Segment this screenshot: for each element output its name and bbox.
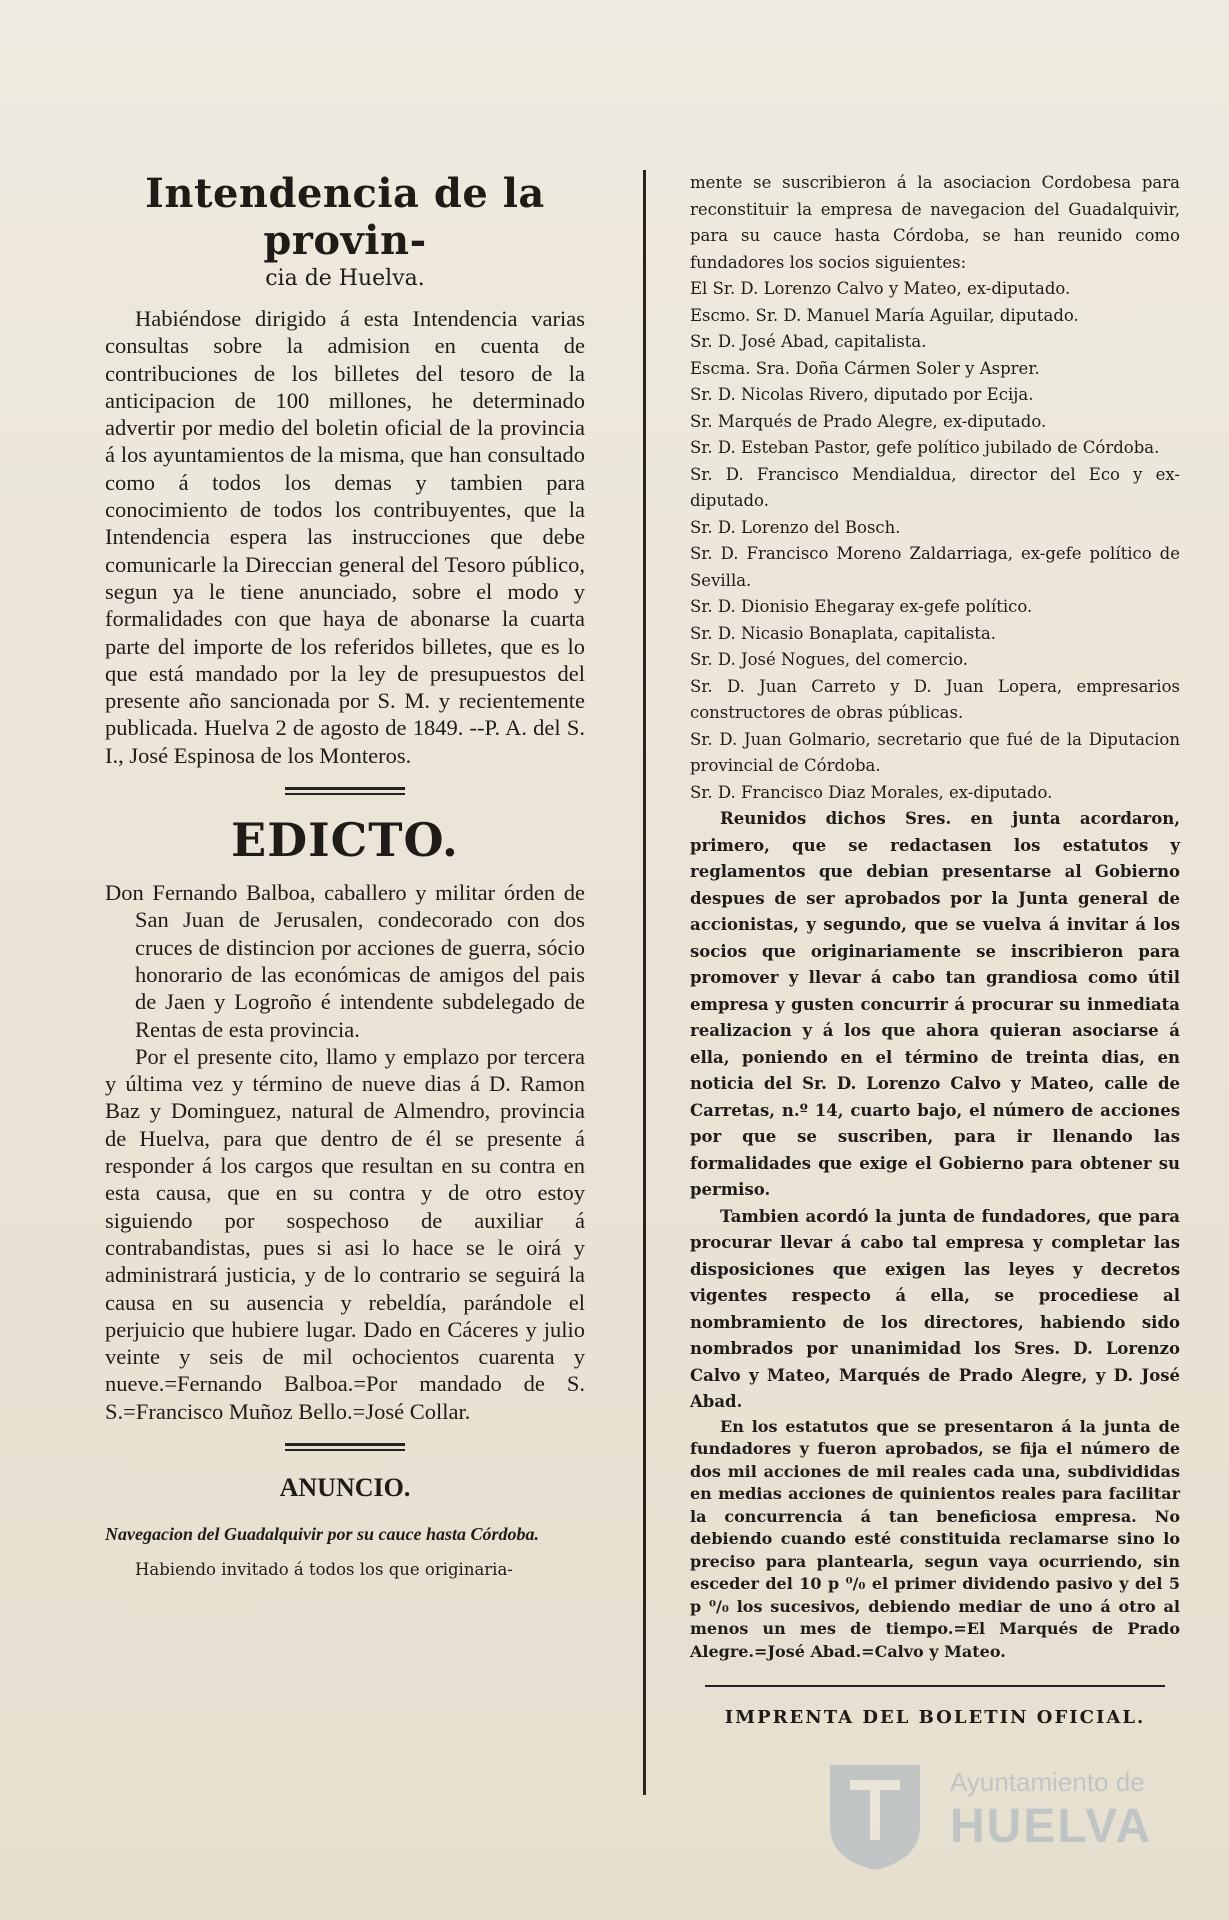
member-item: Sr. D. Dionisio Ehegaray ex-gefe político. bbox=[690, 597, 1033, 616]
watermark-line-2: HUELVA bbox=[950, 1800, 1153, 1853]
shield-icon bbox=[815, 1755, 935, 1875]
edicto-paragraph-1: Don Fernando Balboa, caballero y militar órden de San Juan de Jerusalen, condecorado con dos cruces de distincion por acciones de guerra, sócio honorario de las económicas de amigos del pais de Jaen y Logroño é intendente subdelegado de Rentas de esta provincia. bbox=[105, 880, 585, 1042]
member-item: Sr. D. Francisco Diaz Morales, ex-diputado. bbox=[690, 782, 1053, 802]
ayuntamiento-watermark bbox=[815, 1755, 1195, 1875]
anuncio-intro: mente se suscribieron á la asociacion Cordobesa para reconstituir la empresa de navegacion del Guadalquivir, para su cauce hasta Córdoba, se han reunido como fundadores los socios siguientes: bbox=[690, 173, 1180, 272]
member-item: Sr. D. Francisco Mendialdua, director del Eco y ex-diputado. bbox=[690, 464, 1180, 510]
intendencia-title: Intendencia de la provin- bbox=[145, 170, 545, 264]
anuncio-subtitle: Navegacion del Guadalquivir por su cauce hasta Córdoba. bbox=[105, 1523, 540, 1544]
right-column bbox=[690, 170, 1180, 1728]
section-divider bbox=[285, 787, 405, 795]
member-item: Sr. D. Esteban Pastor, gefe político jubilado de Córdoba. bbox=[690, 438, 1160, 457]
intendencia-body: Habiéndose dirigido á esta Intendencia varias consultas sobre la admision en cuenta de contribuciones de los billetes del tesoro de la anticipacion de 100 millones, he determinado advertir por medio del boletin oficial de la provincia á los ayuntamientos de la misma, que han consultado como á todos los demas y tambien para conocimiento de todos los contribuyentes, que la Intendencia espera las instrucciones que debe comunicarle la Direccian general del Tesoro público, segun ya le tiene anunciado, sobre el modo y formalidades con que haya de abonarse la cuarta parte del importe de los referidos billetes, que es lo que está mandado por la ley de presupuestos del presente año sancionada por S. M. y recientemente publicada. Huelva 2 de agosto de 1849. --P. A. del S. I., José Espinosa de los Monteros. bbox=[105, 306, 585, 768]
member-item: Sr. D. Nicolas Rivero, diputado por Ecija. bbox=[690, 385, 1034, 404]
anuncio-start: Habiendo invitado á todos los que originaria- bbox=[135, 1559, 513, 1579]
footer-rule bbox=[705, 1685, 1165, 1687]
edicto-title: EDICTO. bbox=[231, 813, 459, 868]
section-divider bbox=[285, 1443, 405, 1451]
member-item: Sr. D. Juan Carreto y D. Juan Lopera, empresarios constructores de obras públicas. bbox=[690, 676, 1180, 722]
member-item: Sr. D. Juan Golmario, secretario que fué de la Diputacion provincial de Córdoba. bbox=[690, 729, 1180, 775]
left-column bbox=[105, 170, 585, 1583]
intendencia-subtitle: cia de Huelva. bbox=[265, 266, 425, 291]
member-item: Sr. D. Francisco Moreno Zaldarriaga, ex-gefe político de Sevilla. bbox=[690, 544, 1180, 590]
members-list bbox=[690, 276, 1180, 806]
anuncio-paragraph-2: Tambien acordó la junta de fundadores, que para procurar llevar á cabo tal empresa y completar las disposiciones que exigen las leyes y decretos vigentes respecto á ella, se procediese al nombramiento de los directores, habiendo sido nombrados por unanimidad los Sres. D. Lorenzo Calvo y Mateo, Marqués de Prado Alegre, y D. José Abad. bbox=[690, 1206, 1180, 1411]
anuncio-paragraph-1: Reunidos dichos Sres. en junta acordaron, primero, que se redactasen los estatutos y reglamentos que debian presentarse al Gobierno despues de ser aprobados por la Junta general de accionistas, y segundo, que se vuelva á invitar á los socios que originariamente se inscribieron para promover y llevar á cabo tan grandiosa como útil empresa y gusten concurrir á procurar su inmediata realizacion y á los que ahora quieran asociarse á ella, poniendo en el término de treinta dias, en noticia del Sr. D. Lorenzo Calvo y Mateo, calle de Carretas, n.º 14, cuarto bajo, el número de acciones por que se suscriben, para ir llenando las formalidades que exige el Gobierno para obtener su permiso. bbox=[690, 809, 1180, 1199]
member-item: Escma. Sra. Doña Cármen Soler y Asprer. bbox=[690, 358, 1040, 378]
member-item: Sr. Marqués de Prado Alegre, ex-diputado. bbox=[690, 411, 1047, 431]
member-item: El Sr. D. Lorenzo Calvo y Mateo, ex-diputado. bbox=[690, 279, 1071, 298]
member-item: Sr. D. José Abad, capitalista. bbox=[690, 332, 927, 351]
member-item: Escmo. Sr. D. Manuel María Aguilar, diputado. bbox=[690, 305, 1079, 325]
anuncio-paragraph-3: En los estatutos que se presentaron á la junta de fundadores y fueron aprobados, se fija el número de dos mil acciones de mil reales cada una, subdivididas en medias acciones de quinientos reales para facilitar la concurrencia á tan beneficiosa empresa. No debiendo cuando esté constituida reclamarse sino lo preciso para plantearla, segun vaya ocurriendo, sin esceder del 10 p ⁰/₀ el primer dividendo pasivo y del 5 p ⁰/₀ los sucesivos, debiendo mediar de uno á otro al menos un mes de tiempo.=El Marqués de Prado Alegre.=José Abad.=Calvo y Mateo. bbox=[690, 1416, 1180, 1661]
member-item: Sr. D. Nicasio Bonaplata, capitalista. bbox=[690, 623, 996, 643]
watermark-line-1: Ayuntamiento de bbox=[950, 1767, 1145, 1797]
anuncio-title: ANUNCIO. bbox=[279, 1472, 411, 1502]
member-item: Sr. D. José Nogues, del comercio. bbox=[690, 650, 969, 669]
imprenta-footer: IMPRENTA DEL BOLETIN OFICIAL. bbox=[724, 1707, 1146, 1728]
member-item: Sr. D. Lorenzo del Bosch. bbox=[690, 517, 901, 537]
column-divider bbox=[643, 170, 646, 1795]
edicto-paragraph-2: Por el presente cito, llamo y emplazo por tercera y última vez y término de nueve dias á D. Ramon Baz y Dominguez, natural de Almendro, provincia de Huelva, para que dentro de él se presente á responder á los cargos que resultan en su contra en esta causa, que en su contra y de otro estoy siguiendo por sospechoso de auxiliar á contrabandistas, pues si asi lo hace se le oirá y administrará justicia, y de lo contrario se seguirá la causa en su ausencia y rebeldía, parándole el perjuicio que hubiere lugar. Dado en Cáceres y julio veinte y seis de mil ochocientos cuarenta y nueve.=Fernando Balboa.=Por mandado de S. S.=Francisco Muñoz Bello.=José Collar. bbox=[105, 1043, 585, 1424]
